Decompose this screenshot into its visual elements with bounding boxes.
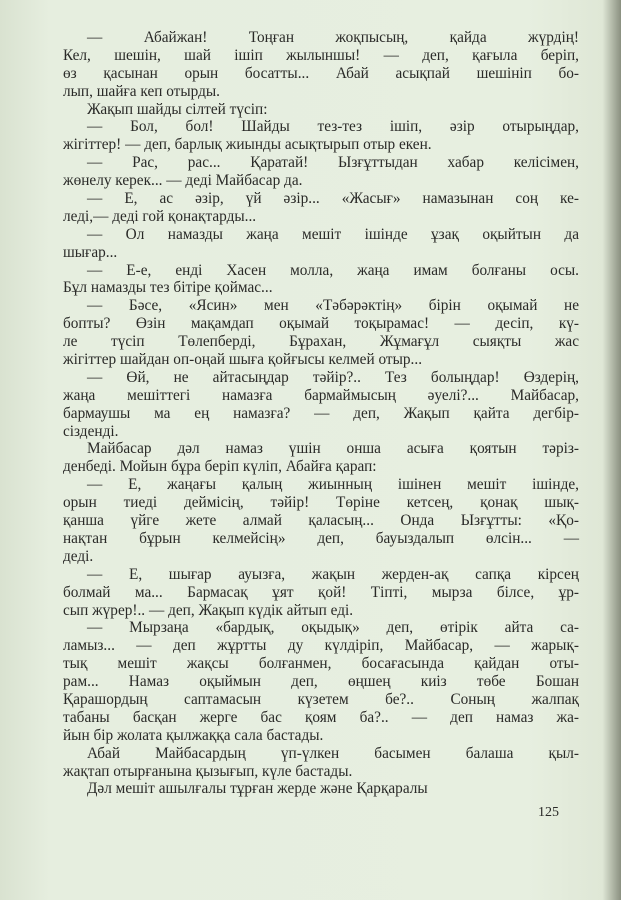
- text-line: — Абайжан! Тоңған жоқпысың, қайда жүрдің!: [87, 29, 579, 46]
- text-line: Жақып шайды сілтей түсіп:: [87, 100, 268, 118]
- text-line: жақтап отырғанына қызығып, күле бастады.: [63, 762, 353, 780]
- text-line: — Е, шығар ауызға, жақын жерден-ақ сапқа кірсең: [87, 565, 579, 583]
- text-line: ламыз... — деп жұртты ду күлдіріп, Майбасар, — жарық-: [63, 637, 579, 655]
- text-line: — Өй, не айтасыңдар тәйір?.. Тез болыңдар! Өздерің,: [87, 368, 579, 386]
- text-line: Бұл намазды тез бітіре қоймас...: [63, 279, 273, 297]
- text-line: денбеді. Мойын бұра беріп күліп, Абайға қарап:: [63, 458, 377, 476]
- text-line: табаны басқан жерге бас қоям ба?.. — деп намаз жа-: [63, 708, 579, 726]
- text-line: — Рас, рас... Қаратай! Ызғұттыдан хабар келісімен,: [87, 154, 579, 172]
- text-line: шығар...: [63, 243, 118, 261]
- text-line: йын бір жолата қылжаққа сала бастады.: [63, 726, 324, 744]
- text-line: леді,— деді гой қонақтарды...: [63, 207, 257, 225]
- text-line: тық мешіт жақсы болғанмен, босағасында қайдан оты-: [63, 655, 579, 673]
- text-line: Кел, шешін, шай ішіп жылыншы! — деп, қағыла беріп,: [63, 46, 579, 64]
- text-line: бармаушы ма ең намазға? — деп, Жақып қайта дегбір-: [63, 404, 579, 422]
- text-line: жігіттер! — деп, барлық жиынды асықтырып отыр екен.: [63, 136, 432, 154]
- body-text: [63, 29, 579, 798]
- text-line: — Бол, бол! Шайды тез-тез ішіп, әзір отырыңдар,: [87, 118, 579, 136]
- text-line: болмай ма... Бармасақ ұят қой! Тіпті, мырза білсе, ұр-: [63, 583, 579, 601]
- text-line: лып, шайға кеп отырды.: [63, 82, 220, 100]
- text-line: қанша үйге жете алмай қаласың... Онда Ызғұтты: «Қо-: [63, 512, 579, 530]
- text-line: — Бәсе, «Ясин» мен «Тәбәрәктің» бірін оқымай не: [87, 297, 579, 315]
- text-line: деді.: [63, 547, 94, 565]
- text-line: Абай Майбасардың үп-үлкен басымен балаша қыл-: [87, 744, 579, 762]
- text-line: сып жүрер!.. — деп, Жақып күдік айтып еді.: [63, 601, 354, 619]
- text-line: ле түсіп Төлепберді, Бұрахан, Жұмағұл сыяқты жас: [63, 333, 579, 351]
- text-line: орын тиеді деймісің, тәйір! Төріне кетсең, қонақ шық-: [63, 494, 579, 512]
- text-line: — Е, жаңағы қалың жиынның ішінен мешіт ішінде,: [87, 476, 579, 494]
- text-line: бопты? Өзін мақамдап оқымай тоқырамас! — десіп, кү-: [63, 315, 579, 333]
- text-line: — Ол намазды жаңа мешіт ішінде ұзақ оқыйтын да: [87, 225, 579, 243]
- text-line: Майбасар дәл намаз үшін онша асыға қоятын тәріз-: [87, 440, 579, 458]
- text-line: жігіттер шайдан оп-оңай шыға қойғысы келмей отыр...: [63, 351, 423, 369]
- text-line: рам... Намаз оқыймын деп, өңшең киіз төбе Бошан: [63, 673, 579, 691]
- text-line: — Е, ас әзір, үй әзір... «Жасығ» намазынан соң ке-: [87, 190, 579, 208]
- text-line: — Мырзаңа «бардық, оқыдық» деп, өтірік айта са-: [87, 619, 579, 637]
- text-line: жөнелу керек... — деді Майбасар да.: [63, 172, 303, 190]
- text-line: нақтан бұрын келмейсің» деп, бауыздалып өлсін... —: [63, 529, 579, 547]
- text-line: сізденді.: [63, 422, 119, 440]
- page-number: 125: [538, 805, 559, 820]
- text-line: Дәл мешіт ашылғалы тұрған жерде және Қарқаралы: [87, 780, 428, 798]
- text-line: жаңа мешіттегі намазға бармаймысың әуелі?... Майбасар,: [63, 386, 579, 404]
- text-line: — Е-е, енді Хасен молла, жаңа имам болғаны осы.: [87, 261, 579, 279]
- text-line: Қарашордың саптамасын күзетем бе?.. Соның жалпақ: [63, 690, 579, 708]
- text-line: өз қасынан орын босатты... Абай асықпай шешініп бо-: [63, 64, 579, 82]
